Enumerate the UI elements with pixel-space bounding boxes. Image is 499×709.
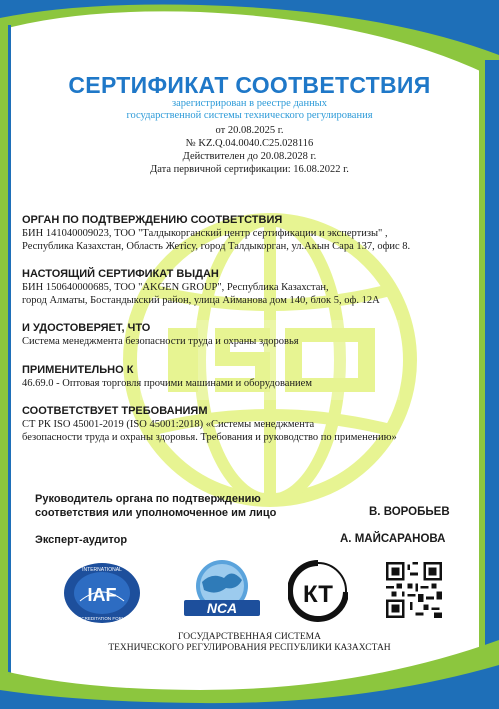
section-line: Республика Казахстан, Область Жетісу, город Талдыкорган, ул.Акын Сара 137, офис 8. <box>22 241 411 252</box>
section-line: безопасности труда и охраны здоровья. Требования и руководство по применению» <box>22 432 397 443</box>
section-issued-to <box>22 268 482 307</box>
certificate-number: № KZ.Q.04.0040.C25.028116 <box>185 138 314 149</box>
issue-date: от 20.08.2025 г. <box>215 125 284 136</box>
valid-until: Действителен до 20.08.2028 г. <box>182 151 317 162</box>
nca-text: NCA <box>206 600 238 616</box>
section-line: 46.69.0 - Оптовая торговля прочими машинами и оборудованием <box>22 378 312 389</box>
head-signatory-label <box>35 492 276 520</box>
auditor-label: Эксперт-аудитор <box>35 534 128 546</box>
auditor-name: А. МАЙСАРАНОВА <box>340 533 446 545</box>
footer-line2: ТЕХНИЧЕСКОГО РЕГУЛИРОВАНИЯ РЕСПУБЛИКИ КАЗАХСТАН <box>108 643 391 653</box>
section-title: СООТВЕТСТВУЕТ ТРЕБОВАНИЯМ <box>22 405 208 417</box>
first-certification-date: Дата первичной сертификации: 16.08.2022 г. <box>150 164 349 175</box>
section-line: город Алматы, Бостандыкский район, улица Айманова дом 140, блок 5, оф. 12А <box>22 295 380 306</box>
section-certification-body <box>22 214 482 253</box>
registry-subtitle-line2: государственной системы технического регулирования <box>126 110 373 121</box>
section-line: БИН 141040009023, ТОО "Талдыкорганский центр сертификации и экспертизы" , <box>22 228 388 239</box>
iaf-ring-bottom: ACCREDITATION FORUM <box>75 616 129 621</box>
registry-subtitle-line1: зарегистрирован в реестре данных <box>172 98 327 109</box>
section-title: ПРИМЕНИТЕЛЬНО К <box>22 364 134 376</box>
kt-logo <box>288 560 348 624</box>
section-line: БИН 150640000685, ТОО "AKGEN GROUP", Республика Казахстан, <box>22 282 329 293</box>
nca-logo <box>182 558 262 624</box>
certificate-title: СЕРТИФИКАТ СООТВЕТСТВИЯ <box>68 72 431 98</box>
section-complies <box>22 405 482 444</box>
iaf-logo <box>62 561 142 625</box>
section-title: И УДОСТОВЕРЯЕТ, ЧТО <box>22 322 151 334</box>
section-title: ОРГАН ПО ПОДТВЕРЖДЕНИЮ СООТВЕТСТВИЯ <box>22 214 283 226</box>
iso-watermark <box>120 210 420 510</box>
section-line: Система менеджмента безопасности труда и охраны здоровья <box>22 336 299 347</box>
head-label-line1: Руководитель органа по подтверждению <box>35 493 261 505</box>
iaf-text: IAF <box>87 585 117 605</box>
iaf-ring-top: INTERNATIONAL <box>82 567 122 573</box>
footer-line1: ГОСУДАРСТВЕННАЯ СИСТЕМА <box>178 632 321 642</box>
head-signatory-name: В. ВОРОБЬЕВ <box>369 506 450 518</box>
section-applicable <box>22 364 482 390</box>
section-certifies <box>22 322 482 348</box>
kt-text: КТ <box>303 581 333 608</box>
section-line: СТ РК ISO 45001-2019 (ISO 45001:2018) «Системы менеджмента <box>22 419 315 430</box>
qr-code-icon <box>386 562 442 618</box>
head-label-line2: соответствия или уполномоченное им лицо <box>35 507 277 519</box>
section-title: НАСТОЯЩИЙ СЕРТИФИКАТ ВЫДАН <box>22 268 219 280</box>
